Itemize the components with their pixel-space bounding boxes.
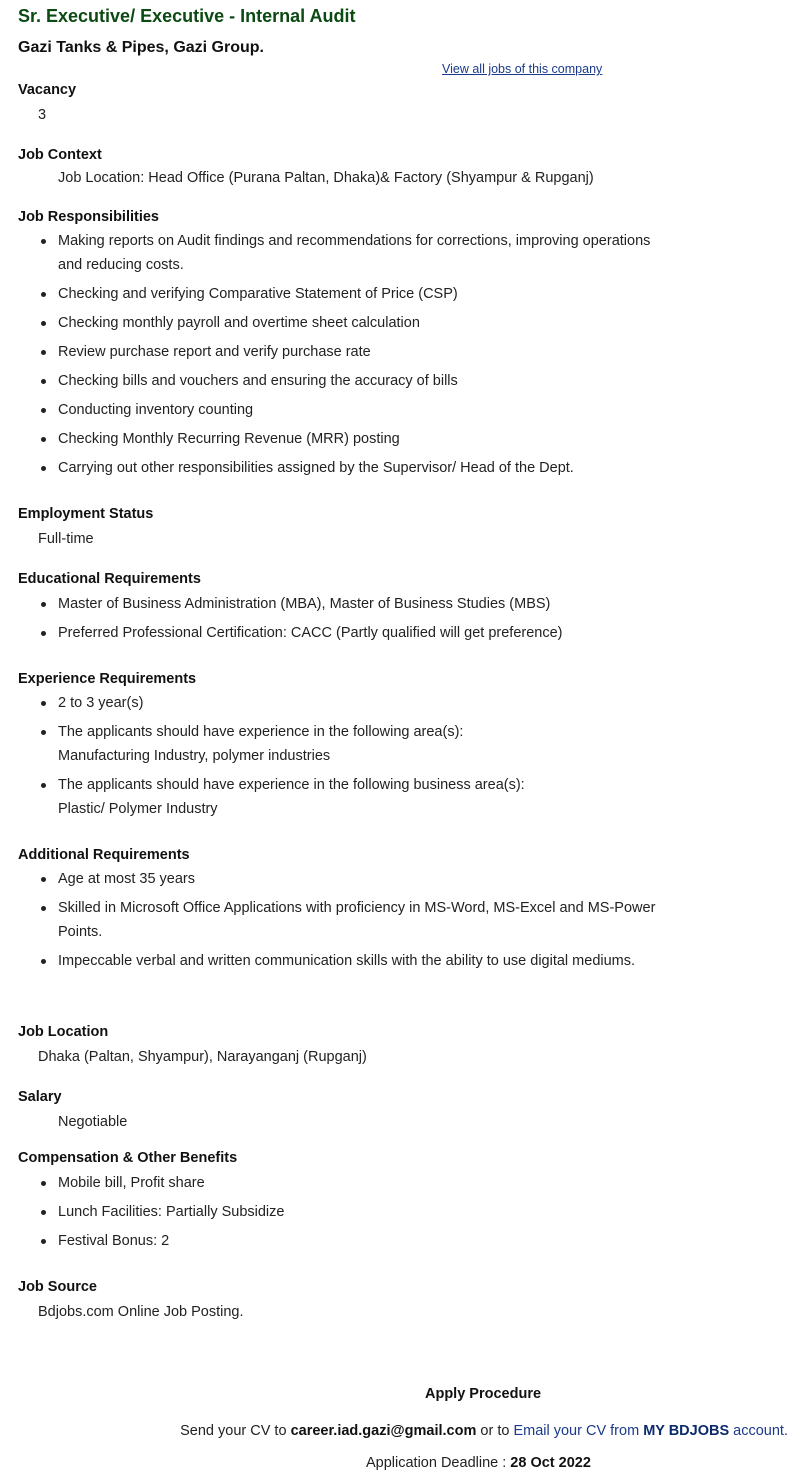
experience-business-label: The applicants should have experience in the following business area(s): (58, 777, 525, 793)
job-context-section (18, 145, 658, 188)
job-title: Sr. Executive/ Executive - Internal Audit (18, 6, 356, 26)
deadline-label: Application Deadline : (366, 1455, 507, 1471)
salary-section (18, 1087, 658, 1132)
benefits-list (18, 1171, 658, 1253)
job-context-value: Job Location: Head Office (Purana Paltan, Dhaka)& Factory (Shyampur & Rupganj) (58, 170, 594, 186)
job-location-heading: Job Location (18, 1024, 109, 1040)
list-item: Checking bills and vouchers and ensuring the accuracy of bills (58, 369, 658, 393)
job-location-section (18, 1022, 658, 1067)
experience-years: 2 to 3 year(s) (58, 695, 144, 711)
list-item: Lunch Facilities: Partially Subsidize (58, 1200, 658, 1224)
additional-heading: Additional Requirements (18, 847, 190, 863)
experience-area-value: Manufacturing Industry, polymer industries (58, 748, 331, 764)
responsibilities-heading: Job Responsibilities (18, 209, 159, 225)
list-item: Checking and verifying Comparative Statement of Price (CSP) (58, 282, 658, 306)
application-deadline (366, 1455, 591, 1471)
or-to-text: or to (480, 1423, 510, 1439)
view-all-jobs-link[interactable]: View all jobs of this company (442, 62, 603, 76)
list-item (58, 773, 658, 821)
list-item: Festival Bonus: 2 (58, 1229, 658, 1253)
salary-heading: Salary (18, 1089, 62, 1105)
apply-email[interactable]: career.iad.gazi@gmail.com (290, 1423, 477, 1439)
additional-section (18, 845, 658, 978)
list-item: Preferred Professional Certification: CACC (Partly qualified will get preference) (58, 621, 658, 645)
experience-heading: Experience Requirements (18, 671, 197, 687)
vacancy-value: 3 (38, 107, 47, 123)
apply-procedure-heading: Apply Procedure (425, 1386, 542, 1402)
vacancy-heading: Vacancy (18, 82, 77, 98)
education-heading: Educational Requirements (18, 571, 201, 587)
my-bdjobs-link[interactable]: MY BDJOBS (643, 1423, 730, 1439)
account-text: account. (733, 1423, 788, 1439)
experience-area-label: The applicants should have experience in the following area(s): (58, 724, 464, 740)
deadline-value: 28 Oct 2022 (510, 1455, 591, 1471)
company-name: Gazi Tanks & Pipes, Gazi Group. (18, 39, 264, 56)
vacancy-section (18, 80, 658, 125)
benefits-heading: Compensation & Other Benefits (18, 1150, 238, 1166)
responsibilities-list (18, 229, 658, 480)
list-item: Master of Business Administration (MBA), Master of Business Studies (MBS) (58, 592, 658, 616)
list-item: Mobile bill, Profit share (58, 1171, 658, 1195)
list-item: Checking monthly payroll and overtime sheet calculation (58, 311, 658, 335)
experience-list (18, 691, 658, 821)
experience-section (18, 669, 658, 826)
salary-value: Negotiable (58, 1114, 128, 1130)
job-source-value: Bdjobs.com Online Job Posting. (38, 1304, 244, 1320)
job-location-value: Dhaka (Paltan, Shyampur), Narayanganj (Rupganj) (38, 1049, 367, 1065)
list-item: Impeccable verbal and written communication skills with the ability to use digital mediums. (58, 949, 658, 973)
list-item: Conducting inventory counting (58, 398, 658, 422)
benefits-section (18, 1148, 658, 1258)
list-item: Checking Monthly Recurring Revenue (MRR) posting (58, 427, 658, 451)
employment-status-section (18, 504, 658, 549)
job-source-section (18, 1277, 658, 1322)
list-item (58, 720, 658, 768)
job-context-heading: Job Context (18, 147, 102, 163)
education-list (18, 592, 658, 645)
apply-instructions (180, 1423, 788, 1439)
email-cv-link[interactable]: Email your CV from (513, 1423, 640, 1439)
employment-status-value: Full-time (38, 531, 94, 547)
additional-list (18, 867, 658, 973)
responsibilities-section (18, 207, 658, 485)
list-item: Making reports on Audit findings and recommendations for corrections, improving operations and reducing costs. (58, 229, 658, 277)
list-item: Carrying out other responsibilities assigned by the Supervisor/ Head of the Dept. (58, 456, 658, 480)
list-item: Skilled in Microsoft Office Applications with proficiency in MS-Word, MS-Excel and MS-Power Points. (58, 896, 658, 944)
list-item: Review purchase report and verify purchase rate (58, 340, 658, 364)
education-section (18, 569, 658, 650)
list-item: Age at most 35 years (58, 867, 658, 891)
employment-status-heading: Employment Status (18, 506, 154, 522)
job-source-heading: Job Source (18, 1279, 97, 1295)
experience-business-value: Plastic/ Polymer Industry (58, 801, 218, 817)
send-prefix: Send your CV to (180, 1423, 287, 1439)
list-item (58, 691, 658, 715)
